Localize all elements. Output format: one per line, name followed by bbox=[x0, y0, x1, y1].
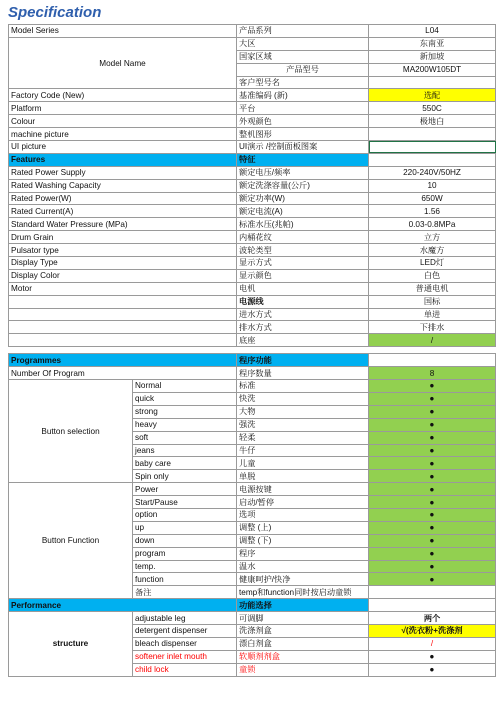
value-cell[interactable]: ● bbox=[369, 573, 496, 586]
value-cell[interactable]: MA200W105DT bbox=[369, 63, 496, 76]
label-cn[interactable]: 程序 bbox=[237, 547, 369, 560]
table-row bbox=[9, 205, 496, 218]
label-cn[interactable]: 波轮类型 bbox=[237, 244, 369, 257]
value-cell[interactable]: 白色 bbox=[369, 269, 496, 282]
label-cn[interactable]: 调整 (上) bbox=[237, 521, 369, 534]
label-en[interactable]: soft bbox=[133, 431, 237, 444]
label-en[interactable]: bleach dispenser bbox=[133, 637, 237, 650]
value-model-series[interactable]: L04 bbox=[369, 25, 496, 38]
label-en[interactable]: Platform bbox=[9, 102, 237, 115]
label-cn[interactable]: 国家区域 bbox=[237, 50, 369, 63]
group-label-structure[interactable]: structure bbox=[9, 612, 133, 676]
label-cn[interactable]: 快洗 bbox=[237, 392, 369, 405]
label-en[interactable]: Drum Grain bbox=[9, 231, 237, 244]
label-cn[interactable]: 外观颜色 bbox=[237, 115, 369, 128]
label-cn[interactable]: 单脱 bbox=[237, 470, 369, 483]
table-row bbox=[9, 308, 496, 321]
label-en[interactable]: Rated Washing Capacity bbox=[9, 179, 237, 192]
label-en[interactable]: program bbox=[133, 547, 237, 560]
label-cn[interactable]: 内桶花纹 bbox=[237, 231, 369, 244]
value-cell[interactable]: 极地白 bbox=[369, 115, 496, 128]
section-performance-cn[interactable]: 功能选择 bbox=[237, 599, 369, 612]
value-cell[interactable]: 220-240V/50HZ bbox=[369, 166, 496, 179]
label-en[interactable]: Start/Pause bbox=[133, 496, 237, 509]
value-cell[interactable]: ● bbox=[369, 508, 496, 521]
value-cell[interactable]: 东南亚 bbox=[369, 37, 496, 50]
value-cell[interactable]: ● bbox=[369, 418, 496, 431]
label-en[interactable]: Normal bbox=[133, 380, 237, 393]
label-cn[interactable]: 选项 bbox=[237, 508, 369, 521]
label-en[interactable]: up bbox=[133, 521, 237, 534]
table-row bbox=[9, 483, 496, 496]
label-en[interactable]: Power bbox=[133, 483, 237, 496]
label-en[interactable]: Factory Code (New) bbox=[9, 89, 237, 102]
label-cn[interactable]: 温水 bbox=[237, 560, 369, 573]
label-en[interactable]: child lock bbox=[133, 663, 237, 676]
value-cell[interactable]: 1.56 bbox=[369, 205, 496, 218]
page-title: Specification bbox=[8, 4, 102, 21]
group-label[interactable]: Button selection bbox=[9, 380, 133, 483]
value-cell[interactable]: 普通电机 bbox=[369, 282, 496, 295]
label-cn[interactable]: 洗涤剂盒 bbox=[237, 624, 369, 637]
section-blank[interactable] bbox=[369, 354, 496, 367]
value-cell[interactable]: 10 bbox=[369, 179, 496, 192]
value-cell[interactable]: √(洗衣粉+洗涤剂 bbox=[369, 624, 496, 637]
label-en[interactable]: adjustable leg bbox=[133, 612, 237, 625]
label-en[interactable]: Display Color bbox=[9, 269, 237, 282]
label-cn[interactable]: 调整 (下) bbox=[237, 534, 369, 547]
label-en[interactable]: jeans bbox=[133, 444, 237, 457]
label-en[interactable]: Rated Current(A) bbox=[9, 205, 237, 218]
table-row bbox=[9, 354, 496, 367]
table-row bbox=[9, 347, 496, 354]
value-cell[interactable]: ● bbox=[369, 663, 496, 676]
label-cn[interactable]: 电源按键 bbox=[237, 483, 369, 496]
label-en[interactable]: temp. bbox=[133, 560, 237, 573]
value-cell[interactable] bbox=[369, 141, 496, 154]
label-en[interactable] bbox=[9, 334, 237, 347]
label-en[interactable]: Display Type bbox=[9, 257, 237, 270]
section-programmes-cn[interactable]: 程序功能 bbox=[237, 354, 369, 367]
label-en[interactable]: UI picture bbox=[9, 141, 237, 154]
label-cn[interactable]: 进水方式 bbox=[237, 308, 369, 321]
label-cn[interactable]: 健康呵护/快净 bbox=[237, 573, 369, 586]
label-cn[interactable]: 电源线 bbox=[237, 295, 369, 308]
value-cell[interactable]: ● bbox=[369, 534, 496, 547]
label-cn[interactable]: 排水方式 bbox=[237, 321, 369, 334]
table-row bbox=[9, 231, 496, 244]
value-cell[interactable]: 650W bbox=[369, 192, 496, 205]
label-cn[interactable]: 额定功率(W) bbox=[237, 192, 369, 205]
value-cell[interactable]: ● bbox=[369, 483, 496, 496]
label-en[interactable]: function bbox=[133, 573, 237, 586]
label-en[interactable]: Colour bbox=[9, 115, 237, 128]
label-cn[interactable]: 启动/暂停 bbox=[237, 496, 369, 509]
value-cell[interactable]: 选配 bbox=[369, 89, 496, 102]
section-features[interactable]: Features bbox=[9, 153, 237, 166]
label-cn[interactable]: 标准 bbox=[237, 380, 369, 393]
label-cn[interactable]: 显示颜色 bbox=[237, 269, 369, 282]
table-row bbox=[9, 141, 496, 154]
group-label[interactable]: Button Function bbox=[9, 483, 133, 599]
value-program-count[interactable]: 8 bbox=[369, 367, 496, 380]
label-cn[interactable]: 标准水压(兆帕) bbox=[237, 218, 369, 231]
label-cn[interactable]: 牛仔 bbox=[237, 444, 369, 457]
section-blank[interactable] bbox=[369, 153, 496, 166]
label-cn[interactable]: 客户型号名 bbox=[237, 76, 369, 89]
table-row bbox=[9, 599, 496, 612]
label-program-count[interactable]: Number Of Program bbox=[9, 367, 237, 380]
value-cell[interactable]: 单进 bbox=[369, 308, 496, 321]
value-cell[interactable]: ● bbox=[369, 457, 496, 470]
value-cell[interactable]: ● bbox=[369, 444, 496, 457]
label-cn[interactable]: 底座 bbox=[237, 334, 369, 347]
label-en[interactable]: Motor bbox=[9, 282, 237, 295]
table-row bbox=[9, 89, 496, 102]
table-row bbox=[9, 257, 496, 270]
section-blank[interactable] bbox=[369, 599, 496, 612]
label-model-name[interactable]: Model Name bbox=[9, 37, 237, 89]
label-cn[interactable]: 额定电流(A) bbox=[237, 205, 369, 218]
table-row bbox=[9, 179, 496, 192]
spec-table bbox=[8, 24, 496, 677]
table-row bbox=[9, 612, 496, 625]
table-row bbox=[9, 321, 496, 334]
value-cell[interactable] bbox=[369, 586, 496, 599]
label-cn[interactable]: 平台 bbox=[237, 102, 369, 115]
label-en[interactable]: option bbox=[133, 508, 237, 521]
value-cell[interactable]: 新加坡 bbox=[369, 50, 496, 63]
table-row bbox=[9, 192, 496, 205]
table-row bbox=[9, 380, 496, 393]
label-cn[interactable]: 儿童 bbox=[237, 457, 369, 470]
label-en[interactable] bbox=[9, 321, 237, 334]
section-features-cn[interactable]: 特征 bbox=[237, 153, 369, 166]
table-row bbox=[9, 128, 496, 141]
value-cell[interactable]: 水魔方 bbox=[369, 244, 496, 257]
section-performance[interactable]: Performance bbox=[9, 599, 237, 612]
value-cell[interactable]: 立方 bbox=[369, 231, 496, 244]
label-cn[interactable]: 显示方式 bbox=[237, 257, 369, 270]
label-cn[interactable]: 大区 bbox=[237, 37, 369, 50]
label-cn[interactable]: 整机图形 bbox=[237, 128, 369, 141]
value-cell[interactable]: 550C bbox=[369, 102, 496, 115]
spacer-row[interactable] bbox=[9, 347, 496, 354]
table-row bbox=[9, 334, 496, 347]
table-row bbox=[9, 244, 496, 257]
label-model-series-cn[interactable]: 产品系列 bbox=[237, 25, 369, 38]
label-cn[interactable]: 强洗 bbox=[237, 418, 369, 431]
value-cell[interactable]: ● bbox=[369, 560, 496, 573]
label-en[interactable]: machine picture bbox=[9, 128, 237, 141]
value-cell[interactable]: ● bbox=[369, 392, 496, 405]
value-cell[interactable]: ● bbox=[369, 405, 496, 418]
value-cell[interactable]: ● bbox=[369, 547, 496, 560]
label-en[interactable]: baby care bbox=[133, 457, 237, 470]
value-cell[interactable]: ● bbox=[369, 496, 496, 509]
label-model-series[interactable]: Model Series bbox=[9, 25, 237, 38]
label-en[interactable] bbox=[9, 295, 237, 308]
value-cell[interactable] bbox=[369, 76, 496, 89]
table-row bbox=[9, 115, 496, 128]
table-row bbox=[9, 37, 496, 50]
label-en[interactable]: quick bbox=[133, 392, 237, 405]
value-cell[interactable]: 两个 bbox=[369, 612, 496, 625]
label-en[interactable]: Pulsator type bbox=[9, 244, 237, 257]
table-row bbox=[9, 269, 496, 282]
label-en[interactable]: Standard Water Pressure (MPa) bbox=[9, 218, 237, 231]
value-cell[interactable]: ● bbox=[369, 470, 496, 483]
table-row bbox=[9, 166, 496, 179]
label-cn[interactable]: 程序数量 bbox=[237, 367, 369, 380]
value-cell[interactable]: 国标 bbox=[369, 295, 496, 308]
section-programmes[interactable]: Programmes bbox=[9, 354, 237, 367]
value-cell[interactable]: ● bbox=[369, 380, 496, 393]
label-cn[interactable]: 软顺剂剂盒 bbox=[237, 650, 369, 663]
label-en[interactable]: 备注 bbox=[133, 586, 237, 599]
label-en[interactable] bbox=[9, 308, 237, 321]
label-en[interactable]: Spin only bbox=[133, 470, 237, 483]
label-en[interactable]: strong bbox=[133, 405, 237, 418]
value-cell[interactable]: ● bbox=[369, 650, 496, 663]
label-en[interactable]: heavy bbox=[133, 418, 237, 431]
label-en[interactable]: detergent dispenser bbox=[133, 624, 237, 637]
label-en[interactable]: Rated Power(W) bbox=[9, 192, 237, 205]
value-cell[interactable]: 0.03-0.8MPa bbox=[369, 218, 496, 231]
label-en[interactable]: softener inlet mouth bbox=[133, 650, 237, 663]
value-cell[interactable]: 下排水 bbox=[369, 321, 496, 334]
value-cell[interactable]: ● bbox=[369, 431, 496, 444]
label-cn[interactable]: 电机 bbox=[237, 282, 369, 295]
value-cell[interactable]: LED灯 bbox=[369, 257, 496, 270]
label-cn[interactable]: 漂白剂盒 bbox=[237, 637, 369, 650]
table-row bbox=[9, 102, 496, 115]
table-row bbox=[9, 25, 496, 38]
label-cn[interactable]: 可调脚 bbox=[237, 612, 369, 625]
label-cn[interactable]: 产品型号 bbox=[237, 63, 369, 76]
table-row bbox=[9, 153, 496, 166]
label-cn[interactable]: temp和function同时按启动童锁 bbox=[237, 586, 369, 599]
value-cell[interactable]: / bbox=[369, 334, 496, 347]
table-row bbox=[9, 367, 496, 380]
label-cn[interactable]: 基准编码 (新) bbox=[237, 89, 369, 102]
value-cell[interactable]: / bbox=[369, 637, 496, 650]
table-row bbox=[9, 218, 496, 231]
label-cn[interactable]: 额定电压/频率 bbox=[237, 166, 369, 179]
value-cell[interactable]: ● bbox=[369, 521, 496, 534]
label-cn[interactable]: 轻柔 bbox=[237, 431, 369, 444]
label-cn[interactable]: 童锁 bbox=[237, 663, 369, 676]
label-en[interactable]: down bbox=[133, 534, 237, 547]
label-cn[interactable]: UI演示 /控制面板图案 bbox=[237, 141, 369, 154]
label-cn[interactable]: 额定洗涤容量(公斤) bbox=[237, 179, 369, 192]
table-row bbox=[9, 282, 496, 295]
table-row bbox=[9, 295, 496, 308]
label-en[interactable]: Rated Power Supply bbox=[9, 166, 237, 179]
value-cell[interactable] bbox=[369, 128, 496, 141]
label-cn[interactable]: 大物 bbox=[237, 405, 369, 418]
